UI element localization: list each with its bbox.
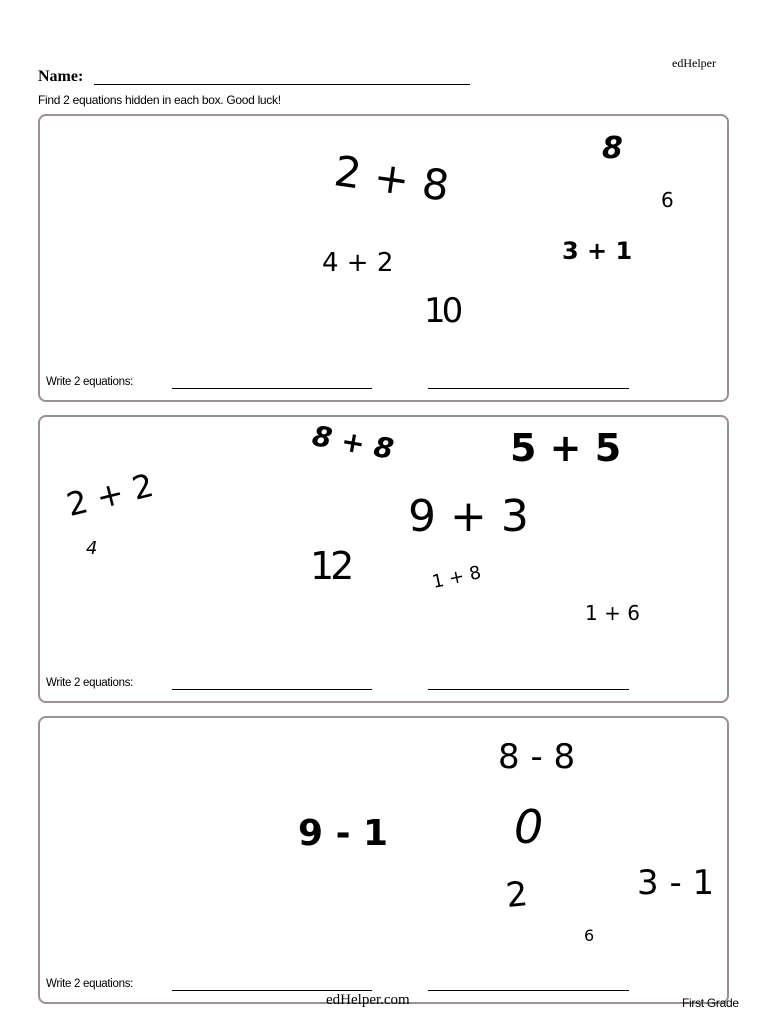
- number-token: 0: [514, 800, 544, 854]
- puzzle-box-2: [38, 415, 729, 703]
- number-token: 1 + 8: [430, 562, 483, 593]
- number-token: 4 + 2: [322, 248, 394, 278]
- footer-brand: edHelper.com: [326, 992, 410, 1008]
- answer-line-1[interactable]: [172, 388, 372, 389]
- number-token: 3 + 1: [562, 237, 633, 265]
- write-equations-label: Write 2 equations:: [46, 978, 134, 990]
- number-token: 9 - 1: [298, 813, 389, 854]
- name-label: Name:: [38, 68, 84, 85]
- header-brand: edHelper: [672, 56, 716, 70]
- number-token: 2 + 2: [62, 465, 158, 525]
- number-token: 3 - 1: [637, 863, 715, 903]
- instructions: Find 2 equations hidden in each box. Good luck!: [38, 93, 281, 107]
- number-token: 9 + 3: [408, 491, 529, 542]
- number-token: 6: [661, 188, 674, 212]
- answer-line-1[interactable]: [172, 990, 372, 991]
- answer-line-1[interactable]: [172, 689, 372, 690]
- number-token: 8 + 8: [309, 419, 397, 466]
- write-equations-label: Write 2 equations:: [46, 376, 134, 388]
- number-token: 10: [424, 291, 460, 331]
- answer-line-2[interactable]: [428, 388, 629, 389]
- number-token: 2: [503, 873, 530, 917]
- number-token: 8: [602, 131, 623, 166]
- name-input-line[interactable]: [94, 84, 470, 85]
- number-token: 4: [86, 538, 98, 559]
- number-token: 5 + 5: [510, 426, 622, 470]
- number-token: 8 - 8: [498, 737, 576, 777]
- grade-label: First Grade: [682, 996, 739, 1010]
- number-token: 6: [584, 926, 595, 945]
- write-equations-label: Write 2 equations:: [46, 677, 134, 689]
- number-token: 2 + 8: [331, 146, 453, 211]
- number-token: 12: [310, 544, 351, 588]
- answer-line-2[interactable]: [428, 689, 629, 690]
- number-token: 1 + 6: [585, 601, 640, 625]
- puzzle-box-1: [38, 114, 729, 402]
- puzzle-box-3: [38, 716, 729, 1004]
- answer-line-2[interactable]: [428, 990, 629, 991]
